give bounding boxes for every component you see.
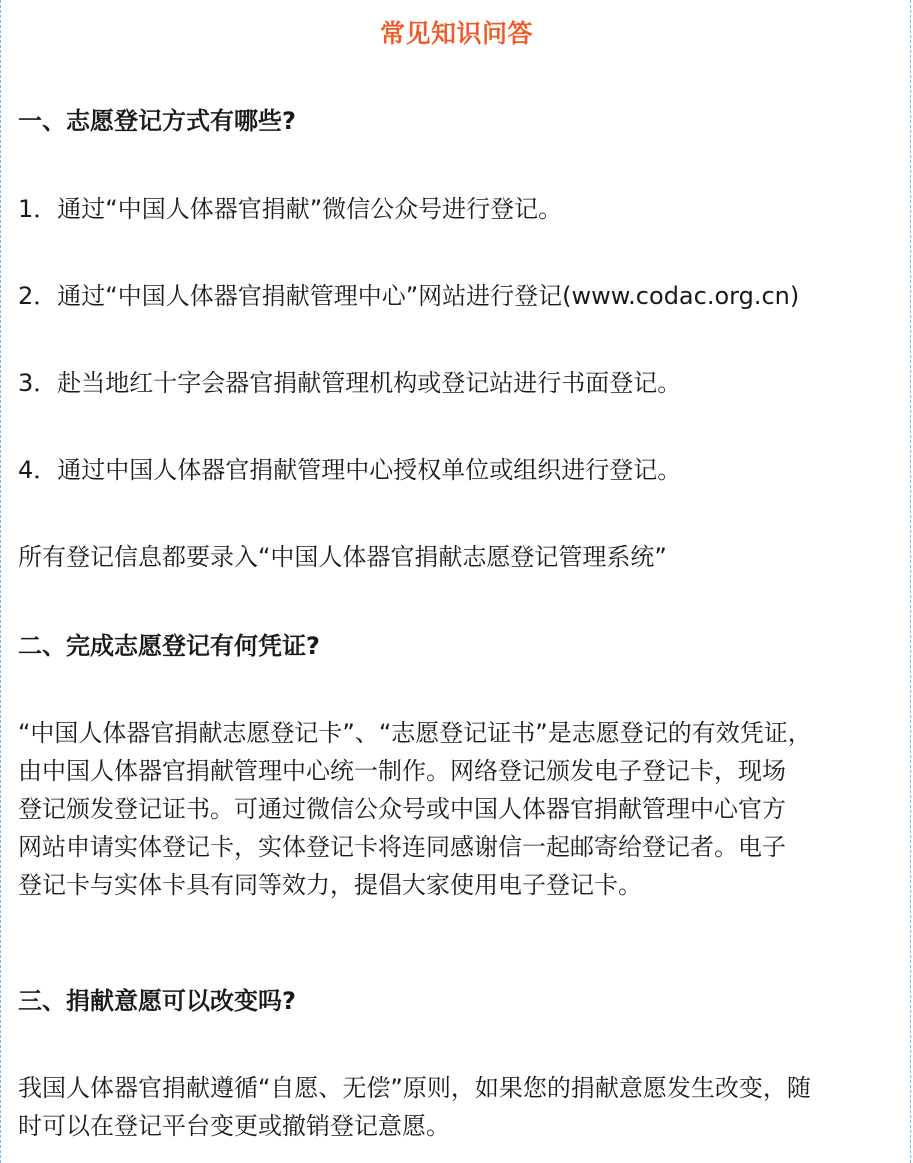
section-2-heading: 二、完成志愿登记有何凭证? <box>18 632 320 660</box>
section-2-line: “中国人体器官捐献志愿登记卡”、“志愿登记证书”是志愿登记的有效凭证， <box>18 719 812 747</box>
section-1-item-1: 1．通过“中国人体器官捐献”微信公众号进行登记。 <box>18 195 563 223</box>
section-2-line: 登记卡与实体卡具有同等效力，提倡大家使用电子登记卡。 <box>18 871 642 899</box>
section-1-note: 所有登记信息都要录入“中国人体器官捐献志愿登记管理系统” <box>18 543 667 571</box>
section-1-item-3: 3．赴当地红十字会器官捐献管理机构或登记站进行书面登记。 <box>18 369 682 397</box>
section-2-line: 由中国人体器官捐献管理中心统一制作。网络登记颁发电子登记卡，现场 <box>18 757 786 785</box>
section-1-item-2: 2．通过“中国人体器官捐献管理中心”网站进行登记(www.codac.org.cn) <box>18 282 800 310</box>
section-1-item-4: 4．通过中国人体器官捐献管理中心授权单位或组织进行登记。 <box>18 456 682 484</box>
section-2-line: 登记颁发登记证书。可通过微信公众号或中国人体器官捐献管理中心官方 <box>18 795 786 823</box>
section-3-paragraph <box>18 1069 890 1145</box>
section-2-paragraph <box>18 714 890 904</box>
section-3-line: 时可以在登记平台变更或撤销登记意愿。 <box>18 1112 450 1140</box>
section-1-heading: 一、志愿登记方式有哪些? <box>18 107 296 135</box>
page-title: 常见知识问答 <box>379 19 533 48</box>
section-3-line: 我国人体器官捐献遵循“自愿、无偿”原则，如果您的捐献意愿发生改变，随 <box>18 1074 811 1102</box>
section-2-line: 网站申请实体登记卡，实体登记卡将连同感谢信一起邮寄给登记者。电子 <box>18 833 786 861</box>
section-3-heading: 三、捐献意愿可以改变吗? <box>18 987 296 1015</box>
